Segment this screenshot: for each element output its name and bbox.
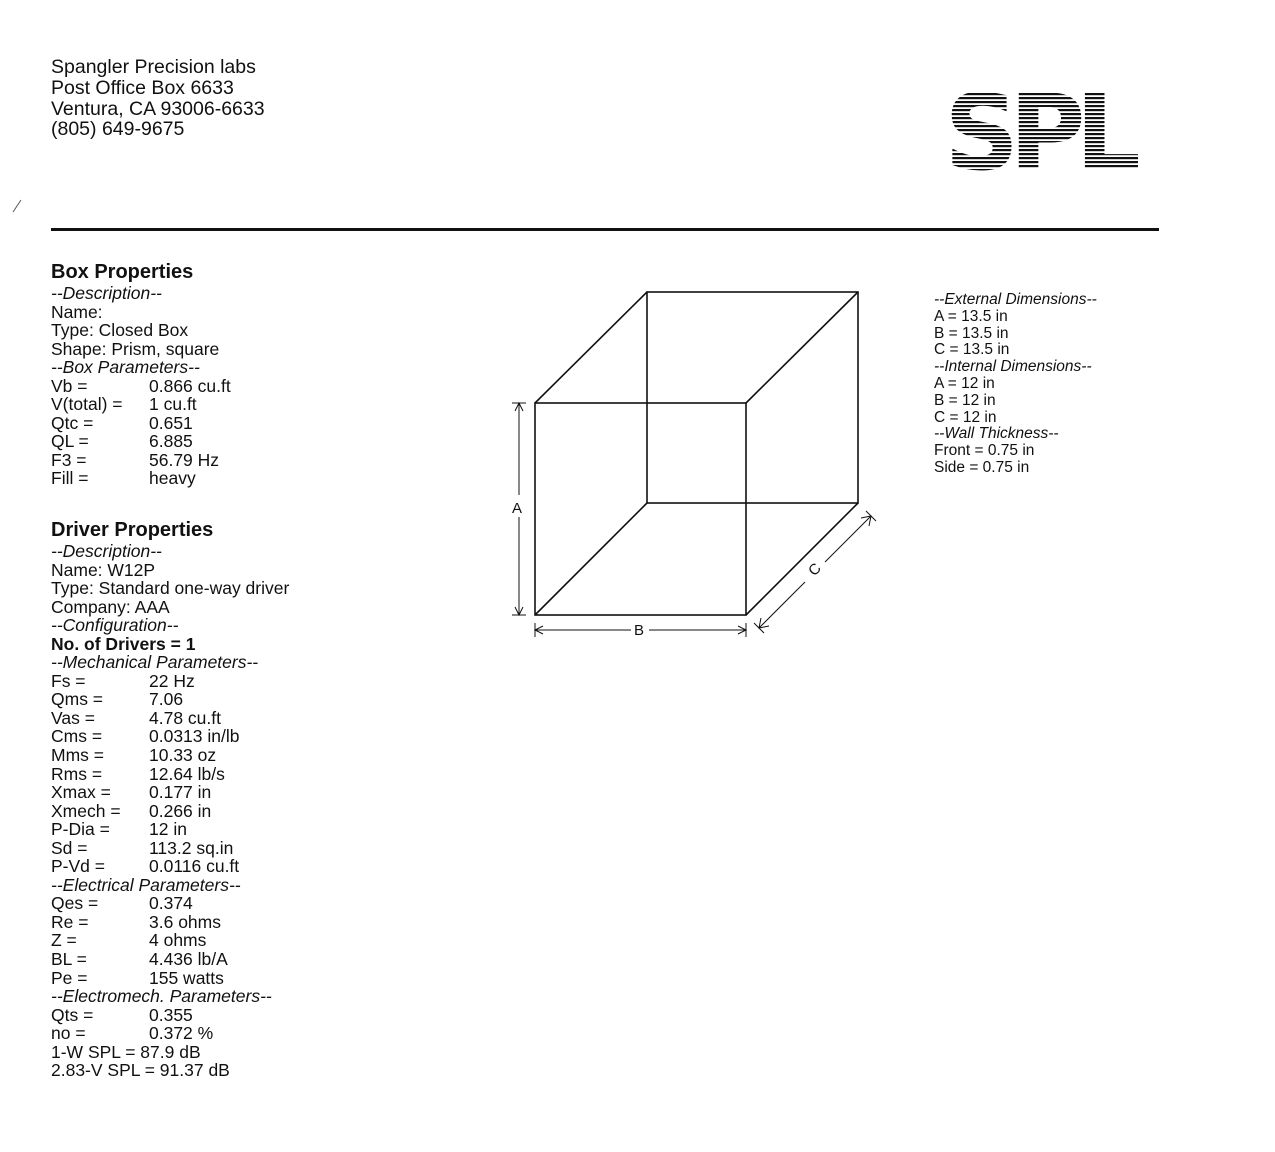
internal-dimension-c: C = 12 in [934,408,997,426]
cube-edge [535,503,647,615]
dimension-c-line [759,582,805,628]
driver-company: Company: AAA [51,596,170,617]
driver-description-heading: --Description-- [51,541,162,561]
external-dimension-c: C = 13.5 in [934,341,1010,359]
param-value: 7.06 [149,689,184,710]
mech-param-row [51,727,289,746]
param-label: Rms = [51,763,103,784]
param-label: Xmech = [51,800,121,821]
param-value: 0.266 in [149,800,212,821]
param-value: 0.374 [149,893,193,914]
driver-type: Type: Standard one-way driver [51,578,290,599]
driver-properties-title: Driver Properties [51,519,214,541]
mech-param-row [51,839,289,858]
external-dimensions-heading: --External Dimensions-- [934,291,1097,308]
param-label: Qts = [51,1004,94,1025]
internal-dimension-b: B = 12 in [934,391,996,409]
param-value: 0.651 [149,412,193,433]
elec-param-row [51,913,289,932]
mech-param-row [51,746,289,765]
dimension-c-label: C [805,559,825,580]
spl-logo-text: SPL [944,85,1132,177]
param-label: Cms = [51,726,103,747]
number-of-drivers: No. of Drivers = 1 [51,633,196,654]
electromech-parameters-heading: --Electromech. Parameters-- [51,986,272,1007]
param-label: Fill = [51,468,89,489]
phone-number: (805) 649-9675 [51,118,185,141]
param-label: QL = [51,431,89,452]
box-properties-section [51,260,231,488]
param-label: Qtc = [51,412,94,433]
one-watt-spl: 1-W SPL = 87.9 dB [51,1041,201,1062]
param-label: Xmax = [51,782,111,803]
param-label: no = [51,1023,86,1044]
param-label: Fs = [51,670,86,691]
param-label: P-Vd = [51,856,105,877]
param-label: Vb = [51,375,88,396]
electrical-parameters-heading: --Electrical Parameters-- [51,874,241,895]
param-label: P-Dia = [51,819,110,840]
external-dimension-b: B = 13.5 in [934,324,1009,342]
electromech-param-row [51,1024,289,1043]
param-label: Pe = [51,967,88,988]
cube-edge [746,292,858,403]
elec-param-row [51,950,289,969]
wall-thickness-front: Front = 0.75 in [934,442,1035,460]
param-value: 0.866 cu.ft [149,375,231,396]
param-value: 6.885 [149,431,193,452]
mechanical-parameters-heading: --Mechanical Parameters-- [51,652,259,673]
company-name: Spangler Precision labs [51,56,256,78]
stray-mark [10,196,24,214]
driver-name: Name: W12P [51,559,156,580]
spl-logo [938,85,1138,177]
mech-param-row [51,857,289,876]
mech-param-row [51,709,289,728]
param-label: F3 = [51,449,87,470]
internal-dimensions-heading: --Internal Dimensions-- [934,358,1092,376]
mech-param-row [51,783,289,802]
param-label: Mms = [51,745,104,766]
mech-param-row [51,690,289,709]
dimension-a-label: A [512,500,523,517]
box-properties-title: Box Properties [51,261,194,283]
wall-thickness-heading: --Wall Thickness-- [934,425,1059,443]
elec-param-row [51,969,289,988]
box-type: Type: Closed Box [51,320,189,341]
elec-param-row [51,894,289,913]
driver-properties-section [51,518,289,1080]
param-value: 12 in [149,819,187,840]
mech-param-row [51,765,289,784]
configuration-heading: --Configuration-- [51,615,179,636]
elec-param-row [51,931,289,950]
box-param-row [51,414,231,433]
dimensions-section [934,292,1097,477]
param-value: 155 watts [149,967,224,988]
box-shape: Shape: Prism, square [51,338,220,359]
param-value: 0.177 in [149,782,212,803]
param-value: 10.33 oz [149,745,217,766]
cube-edge [535,292,647,403]
internal-dimension-a: A = 12 in [934,374,995,392]
dimension-c-line [825,516,871,562]
box-param-row [51,469,231,488]
param-label: Vas = [51,707,95,728]
param-value: 113.2 sq.in [149,837,234,858]
dimension-b-label: B [634,622,645,639]
param-label: Re = [51,911,89,932]
param-value: 22 Hz [149,670,195,691]
external-dimension-a: A = 13.5 in [934,307,1008,325]
param-value: 56.79 Hz [149,449,220,470]
param-label: Qms = [51,689,104,710]
param-value: heavy [149,468,196,489]
cube-edge [746,503,858,615]
box-dimension-diagram [505,285,885,645]
electromech-param-row [51,1006,289,1025]
box-parameters-heading: --Box Parameters-- [51,357,200,378]
header-divider [51,228,1159,231]
param-value: 0.0116 cu.ft [149,856,240,877]
company-address-block [51,57,265,140]
box-description-heading: --Description-- [51,283,162,303]
mech-param-row [51,672,289,691]
param-label: V(total) = [51,394,123,415]
address-line-1: Post Office Box 6633 [51,76,234,99]
box-param-row [51,432,231,451]
box-name: Name: [51,301,103,322]
mech-param-row [51,802,289,821]
param-value: 0.355 [149,1004,193,1025]
mech-param-row [51,820,289,839]
param-label: Z = [51,930,77,951]
param-value: 4 ohms [149,930,207,951]
two-point-eight-three-volt-spl: 2.83-V SPL = 91.37 dB [51,1060,230,1081]
param-value: 4.78 cu.ft [149,707,221,728]
param-label: Sd = [51,837,88,858]
param-value: 0.0313 in/lb [149,726,240,747]
param-label: BL = [51,949,87,970]
param-label: Qes = [51,893,99,914]
box-param-row [51,395,231,414]
param-value: 1 cu.ft [149,394,197,415]
wall-thickness-side: Side = 0.75 in [934,458,1030,476]
param-value: 4.436 lb/A [149,949,228,970]
box-param-row [51,451,231,470]
address-line-2: Ventura, CA 93006-6633 [51,97,265,120]
param-value: 3.6 ohms [149,911,221,932]
param-value: 12.64 lb/s [149,763,225,784]
box-param-row [51,377,231,396]
param-value: 0.372 % [149,1023,214,1044]
